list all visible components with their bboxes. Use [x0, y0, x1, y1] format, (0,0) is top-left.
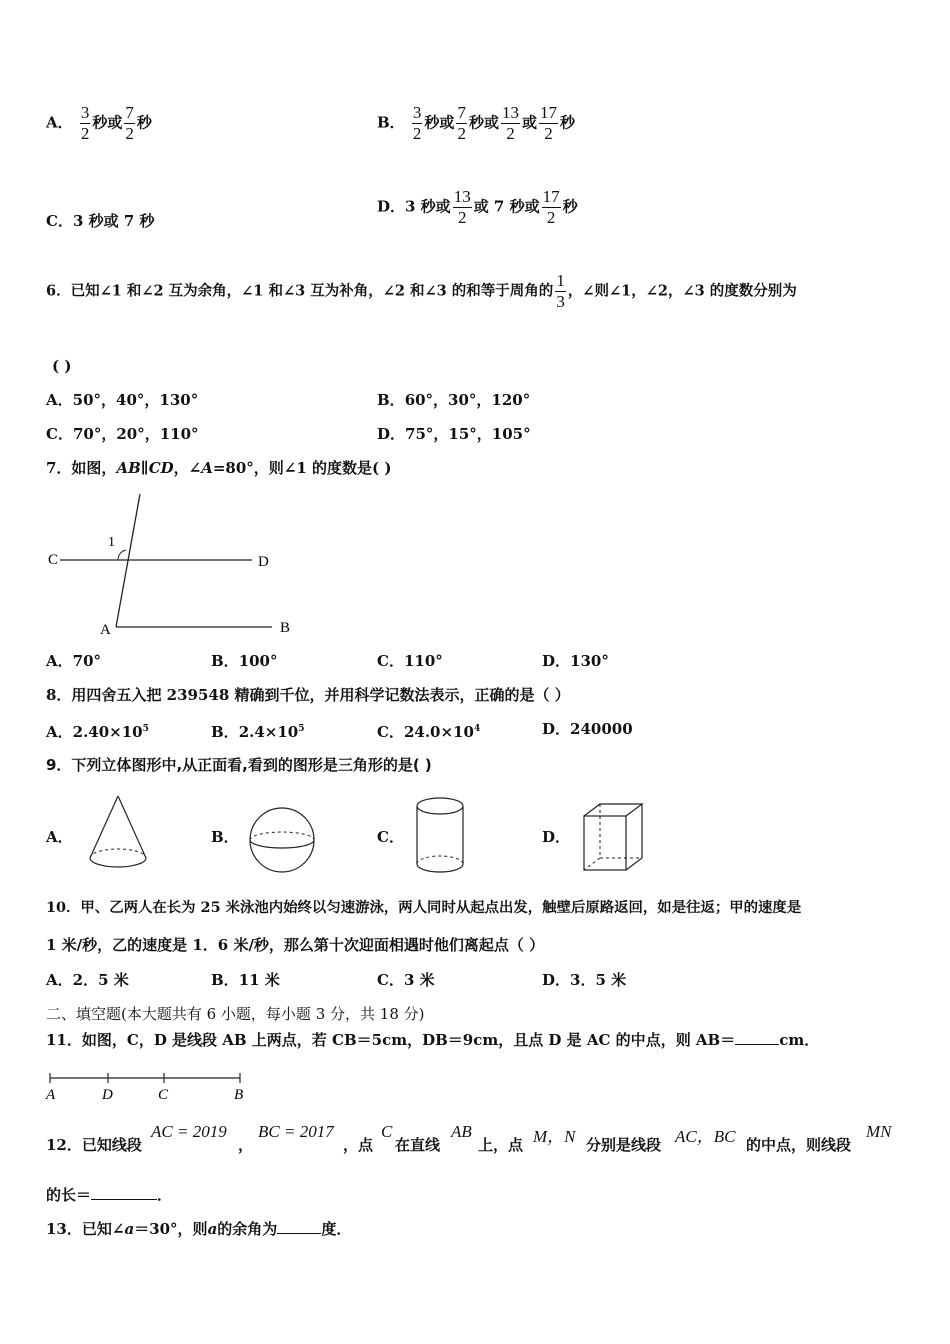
question-text: 的长＝	[46, 1186, 92, 1204]
q5-option-d	[377, 187, 578, 228]
option-label: D．	[542, 652, 571, 670]
point-label-a: A	[46, 1087, 56, 1103]
option-label: B．	[377, 391, 405, 409]
option-text: 或	[521, 113, 537, 132]
exponent: 5	[298, 724, 305, 734]
option-label: D．	[377, 197, 406, 216]
question-text: =80°，则∠1 的度数是( )	[212, 459, 392, 477]
option-label: C．	[46, 425, 73, 443]
option-text: 50°，40°，130°	[72, 391, 199, 409]
question-text: 11．如图，C，D 是线段 AB 上两点，若 CB＝5cm，DB＝9cm，且点 D 是 AC 的中点，则 AB＝	[46, 1031, 736, 1049]
option-text: 2.4×10	[238, 723, 299, 741]
q12-math-bc: BC = 2017	[258, 1122, 334, 1141]
q10-option-c	[377, 970, 435, 990]
option-label: A．	[46, 113, 73, 132]
question-math: AB∥CD	[116, 459, 174, 477]
question-math: A	[201, 459, 213, 477]
fraction: $\frac{13}{2}$	[501, 103, 519, 143]
q12-math-acbc: AC，BC	[675, 1127, 736, 1146]
q7-option-b	[211, 651, 278, 671]
question-math: a	[124, 1220, 135, 1238]
option-label: C．	[377, 723, 404, 741]
option-label: A．	[46, 652, 73, 670]
q11-figure	[44, 1068, 250, 1104]
point-label-c: C	[158, 1087, 169, 1103]
q10-option-d	[542, 970, 626, 990]
option-label: D．	[377, 425, 406, 443]
section-heading: 二、填空题(本大题共有 6 小题，每小题 3 分，共 18 分)	[46, 1005, 425, 1023]
fraction: $\frac{3}{2}$	[412, 103, 422, 143]
option-text: 60°，30°，120°	[404, 391, 531, 409]
q8-option-d	[542, 719, 633, 739]
q12-p2: ，	[238, 1136, 254, 1154]
fraction: $\frac{7}{2}$	[125, 103, 134, 143]
option-text: 秒或	[92, 113, 123, 132]
q12-p6: 分别是线段	[586, 1136, 662, 1154]
q11-stem	[46, 1030, 819, 1050]
angle-label: 1	[108, 535, 115, 550]
option-text: 100°	[238, 652, 278, 670]
question-text: ＝30°，则	[134, 1220, 208, 1238]
q12-line2	[46, 1185, 172, 1205]
question-math: a	[207, 1220, 218, 1238]
answer-blank[interactable]	[91, 1185, 157, 1200]
q12-math-mn: M，N	[533, 1127, 576, 1146]
option-label: B．	[211, 652, 239, 670]
q8-option-c	[377, 719, 480, 742]
option-text: 11 米	[238, 971, 280, 989]
option-label: B．	[211, 723, 239, 741]
option-text: 75°，15°，105°	[405, 425, 531, 443]
option-label: B．	[211, 971, 239, 989]
q8-option-b	[211, 719, 305, 742]
q12-math-ab: AB	[451, 1122, 472, 1141]
option-text: 3．5 米	[570, 971, 627, 989]
option-text: 24.0×10	[403, 723, 474, 741]
q7-option-d	[542, 651, 609, 671]
point-label-a: A	[100, 622, 111, 638]
q5-option-c	[46, 211, 155, 231]
q9-stem: 9．下列立体图形中,从正面看,看到的图形是三角形的是( )	[46, 756, 432, 774]
option-text: 70°	[72, 652, 102, 670]
question-text: ，∠则∠1，∠2，∠3 的度数分别为	[567, 282, 797, 300]
option-text: 2．5 米	[72, 971, 129, 989]
q8-stem: 8．用四舍五入把 239548 精确到千位，并用科学记数法表示，正确的是（ ）	[46, 686, 570, 704]
q10-stem-line2: 1 米/秒，乙的速度是 1．6 米/秒，那么第十次迎面相遇时他们离起点（ ）	[46, 936, 545, 954]
q10-option-b	[211, 970, 280, 990]
q13-stem	[46, 1219, 351, 1239]
option-text: 或 7 秒或	[473, 197, 540, 216]
question-text: 7．如图，	[46, 459, 117, 477]
question-text: cm．	[779, 1031, 820, 1049]
option-label: B．	[377, 113, 405, 132]
q6-option-b	[377, 390, 530, 410]
q5-option-b	[377, 103, 575, 144]
option-label: C．	[377, 652, 404, 670]
q7-stem	[46, 458, 391, 478]
fraction: $\frac{7}{2}$	[457, 103, 466, 143]
q12-p5: 上，点	[478, 1136, 524, 1154]
q6-stem	[46, 271, 797, 312]
option-text: 70°，20°，110°	[72, 425, 199, 443]
option-text: 110°	[403, 652, 443, 670]
question-text: 的余角为	[217, 1220, 278, 1238]
answer-blank[interactable]	[277, 1219, 321, 1234]
q12-math-mn-segment: MN	[866, 1122, 892, 1141]
point-label-d: D	[102, 1087, 113, 1103]
q12-p7: 的中点，则线段	[746, 1136, 852, 1154]
cone-figure	[86, 794, 152, 876]
q10-stem-line1: 10．甲、乙两人在长为 25 米泳池内始终以匀速游泳，两人同时从起点出发，触壁后原路返回，如是往返；甲的速度是	[46, 899, 802, 916]
q8-option-a	[46, 719, 149, 742]
answer-blank[interactable]	[735, 1030, 779, 1045]
q6-option-a	[46, 390, 198, 410]
point-label-d: D	[258, 554, 269, 570]
q9-label-a: A．	[46, 828, 73, 846]
question-text: 6．已知∠1 和∠2 互为余角，∠1 和∠3 互为补角，∠2 和∠3 的和等于周角的	[46, 282, 554, 300]
exponent: 4	[473, 724, 481, 734]
option-text: 3 米	[403, 971, 435, 989]
q12-p3: ，点	[343, 1136, 374, 1154]
q6-option-d	[377, 424, 531, 444]
option-label: A．	[46, 391, 73, 409]
q12-math-ac: AC = 2019	[151, 1122, 227, 1141]
q6-answer-paren: ( )	[52, 357, 72, 375]
option-text: 秒	[562, 197, 578, 216]
question-text: 13．已知∠	[46, 1220, 125, 1238]
q12-p4: 在直线	[395, 1136, 441, 1154]
option-label: C．	[46, 212, 73, 230]
cylinder-figure	[413, 796, 469, 878]
option-text: 秒或	[468, 113, 499, 132]
cube-figure	[580, 800, 646, 876]
fraction: $\frac{17}{2}$	[539, 103, 557, 143]
q7-figure	[40, 488, 310, 638]
option-text: 130°	[570, 652, 609, 670]
sphere-figure	[246, 804, 318, 876]
q9-label-c: C．	[377, 828, 404, 846]
q10-option-a	[46, 970, 129, 990]
option-text: 2.40×10	[72, 723, 143, 741]
q5-option-a	[46, 103, 152, 144]
question-text: ，∠	[173, 459, 202, 477]
q12-math-c: C	[381, 1122, 393, 1141]
angle-arc	[118, 550, 126, 560]
option-text: 240000	[570, 720, 633, 738]
exponent: 5	[142, 724, 149, 734]
q9-label-d: D．	[542, 828, 571, 846]
option-label: A．	[46, 723, 73, 741]
q6-option-c	[46, 424, 199, 444]
fraction: $\frac{1}{3}$	[556, 271, 565, 311]
fraction: $\frac{3}{2}$	[80, 103, 90, 143]
option-text: 3 秒或 7 秒	[72, 212, 155, 230]
fraction: $\frac{17}{2}$	[542, 187, 560, 227]
option-label: D．	[542, 720, 571, 738]
option-text: 3 秒或	[405, 197, 451, 216]
option-label: D．	[542, 971, 571, 989]
q12-p1: 12．已知线段	[46, 1136, 142, 1154]
option-label: C．	[377, 971, 404, 989]
point-label-c: C	[48, 552, 59, 568]
q7-option-a	[46, 651, 101, 671]
option-text: 秒	[136, 113, 152, 132]
q7-option-c	[377, 651, 443, 671]
option-text: 秒	[559, 113, 575, 132]
option-label: A．	[46, 971, 73, 989]
point-label-b: B	[234, 1087, 244, 1103]
option-text: 秒或	[424, 113, 455, 132]
fraction: $\frac{13}{2}$	[453, 187, 471, 227]
q9-label-b: B．	[211, 828, 239, 846]
question-text: 度．	[321, 1220, 352, 1238]
question-text: ．	[157, 1186, 173, 1204]
point-label-b: B	[280, 620, 291, 636]
